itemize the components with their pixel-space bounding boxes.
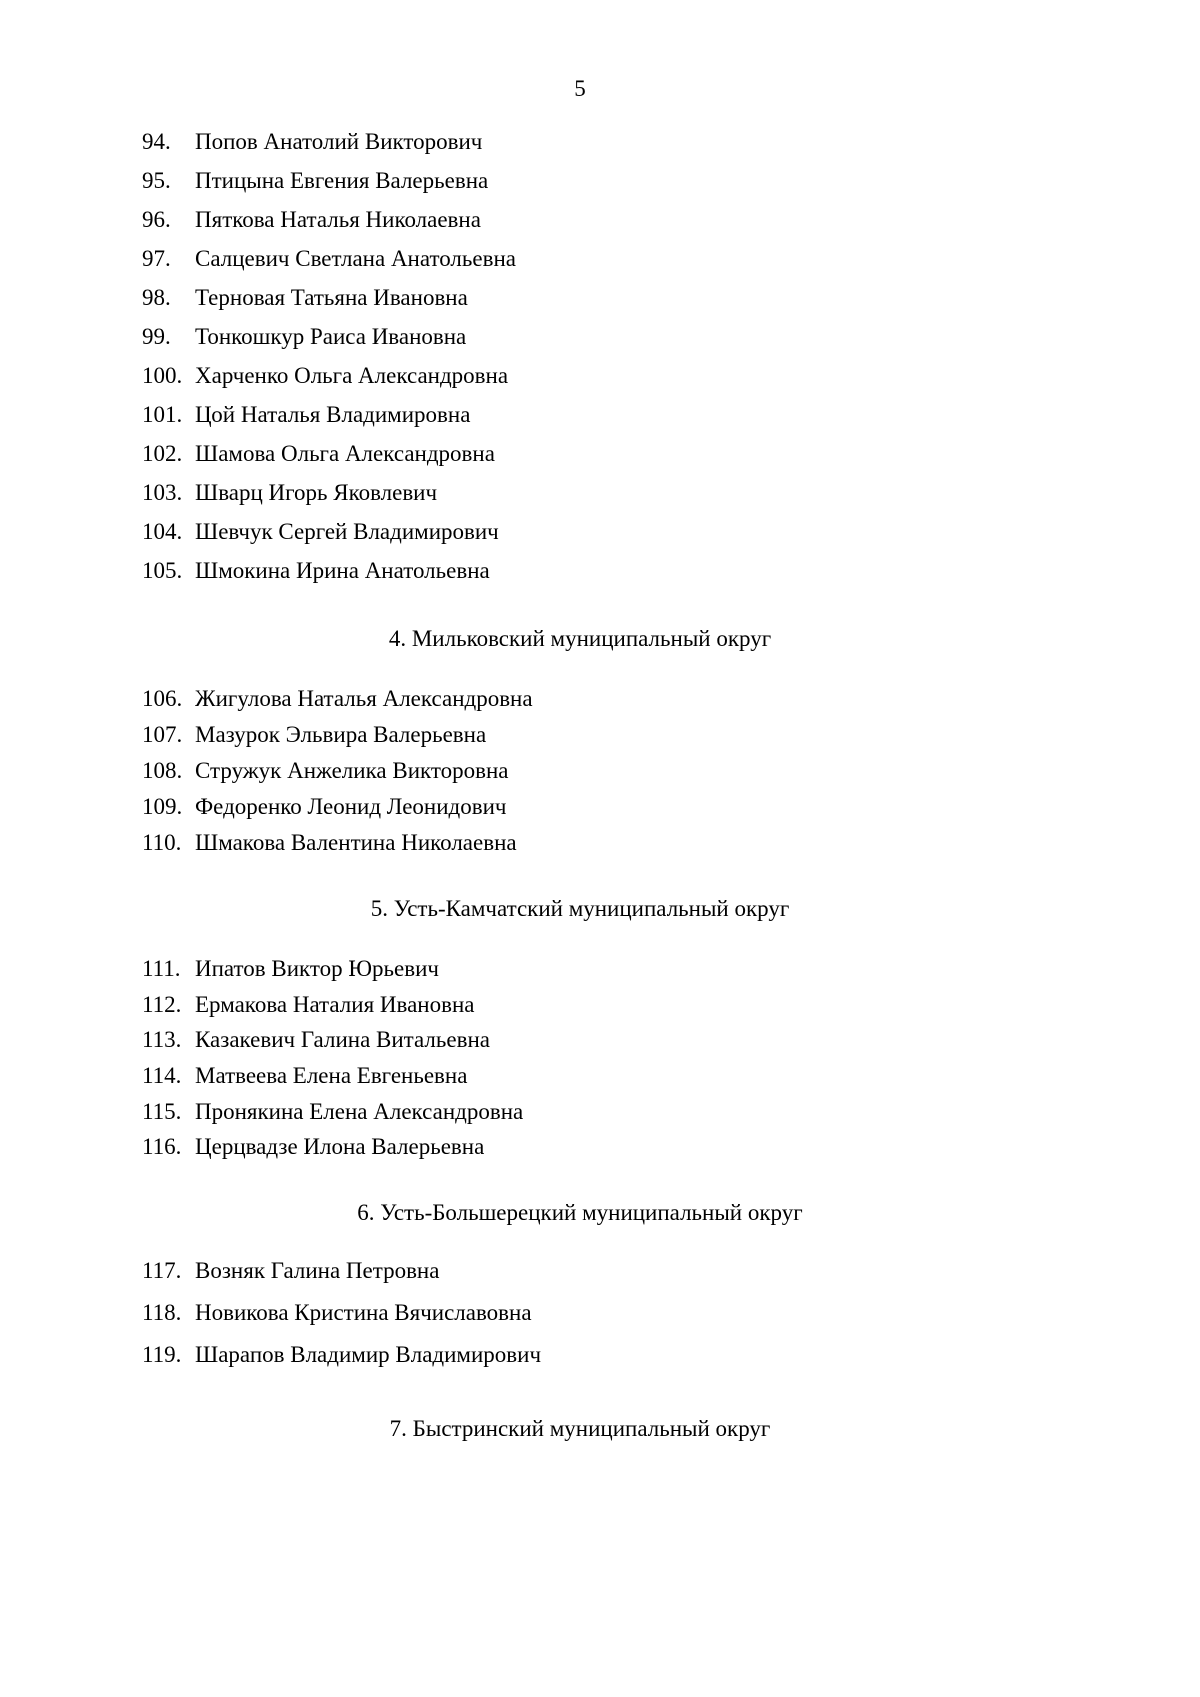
item-number: 114.	[142, 1063, 182, 1088]
item-name: Цой Наталья Владимировна	[195, 402, 471, 427]
list-item	[142, 244, 516, 274]
item-number: 104.	[142, 519, 183, 544]
item-name: Мазурок Эльвира Валерьевна	[195, 722, 487, 747]
item-number: 95.	[142, 168, 171, 193]
list-item	[142, 1340, 541, 1370]
item-number: 117.	[142, 1258, 182, 1283]
list-item	[142, 1061, 467, 1091]
item-name: Шарапов Владимир Владимирович	[195, 1342, 542, 1367]
section-heading: 6. Усть-Большерецкий муниципальный округ	[357, 1200, 803, 1225]
item-number: 107.	[142, 722, 183, 747]
item-number: 118.	[142, 1300, 182, 1325]
list-item	[142, 283, 468, 313]
list-item	[142, 439, 495, 469]
item-name: Птицына Евгения Валерьевна	[195, 168, 489, 193]
item-number: 108.	[142, 758, 183, 783]
item-name: Шамова Ольга Александровна	[195, 441, 495, 466]
item-number: 106.	[142, 686, 183, 711]
item-name: Ипатов Виктор Юрьевич	[195, 956, 439, 981]
item-number: 102.	[142, 441, 183, 466]
item-number: 105.	[142, 558, 183, 583]
item-number: 98.	[142, 285, 171, 310]
list-item	[142, 205, 481, 235]
section-heading: 4. Мильковский муниципальный округ	[388, 626, 772, 651]
list-item	[142, 684, 533, 714]
list-item	[142, 1132, 484, 1162]
list-item	[142, 361, 508, 391]
item-name: Церцвадзе Илона Валерьевна	[195, 1134, 485, 1159]
page-number: 5	[574, 76, 586, 101]
list-item	[142, 990, 474, 1020]
item-number: 97.	[142, 246, 171, 271]
item-number: 100.	[142, 363, 183, 388]
list-item	[142, 1256, 439, 1286]
item-name: Шмакова Валентина Николаевна	[195, 830, 517, 855]
item-name: Стружук Анжелика Викторовна	[195, 758, 509, 783]
item-number: 113.	[142, 1027, 182, 1052]
item-name: Казакевич Галина Витальевна	[195, 1027, 490, 1052]
list-item	[142, 556, 490, 586]
item-number: 110.	[142, 830, 182, 855]
item-name: Шварц Игорь Яковлевич	[195, 480, 438, 505]
item-name: Терновая Татьяна Ивановна	[195, 285, 468, 310]
item-name: Пяткова Наталья Николаевна	[195, 207, 481, 232]
list-item	[142, 756, 509, 786]
list-item	[142, 1097, 523, 1127]
item-number: 116.	[142, 1134, 182, 1159]
list-item	[142, 517, 499, 547]
item-name: Федоренко Леонид Леонидович	[195, 794, 507, 819]
item-number: 112.	[142, 992, 182, 1017]
item-name: Шевчук Сергей Владимирович	[195, 519, 499, 544]
item-name: Ермакова Наталия Ивановна	[195, 992, 475, 1017]
item-number: 94.	[142, 129, 171, 154]
item-number: 111.	[142, 956, 181, 981]
item-name: Шмокина Ирина Анатольевна	[195, 558, 490, 583]
list-item	[142, 1298, 532, 1328]
list-item	[142, 792, 506, 822]
item-number: 101.	[142, 402, 183, 427]
item-name: Матвеева Елена Евгеньевна	[195, 1063, 468, 1088]
list-item	[142, 322, 466, 352]
list-item	[142, 828, 517, 858]
item-name: Тонкошкур Раиса Ивановна	[195, 324, 467, 349]
item-number: 109.	[142, 794, 183, 819]
item-name: Новикова Кристина Вячиславовна	[195, 1300, 532, 1325]
list-item	[142, 1025, 490, 1055]
item-name: Пронякина Елена Александровна	[195, 1099, 524, 1124]
list-item	[142, 127, 482, 157]
item-number: 103.	[142, 480, 183, 505]
item-name: Салцевич Светлана Анатольевна	[195, 246, 516, 271]
list-item	[142, 400, 470, 430]
list-item	[142, 720, 486, 750]
item-number: 115.	[142, 1099, 182, 1124]
section-heading: 7. Быстринский муниципальный округ	[389, 1416, 771, 1441]
section-heading: 5. Усть-Камчатский муниципальный округ	[370, 896, 790, 921]
item-name: Возняк Галина Петровна	[195, 1258, 440, 1283]
item-name: Харченко Ольга Александровна	[195, 363, 509, 388]
item-name: Жигулова Наталья Александровна	[195, 686, 533, 711]
item-number: 96.	[142, 207, 171, 232]
item-name: Попов Анатолий Викторович	[195, 129, 483, 154]
item-number: 119.	[142, 1342, 182, 1367]
item-number: 99.	[142, 324, 171, 349]
list-item	[142, 478, 437, 508]
list-item	[142, 954, 439, 984]
list-item	[142, 166, 488, 196]
